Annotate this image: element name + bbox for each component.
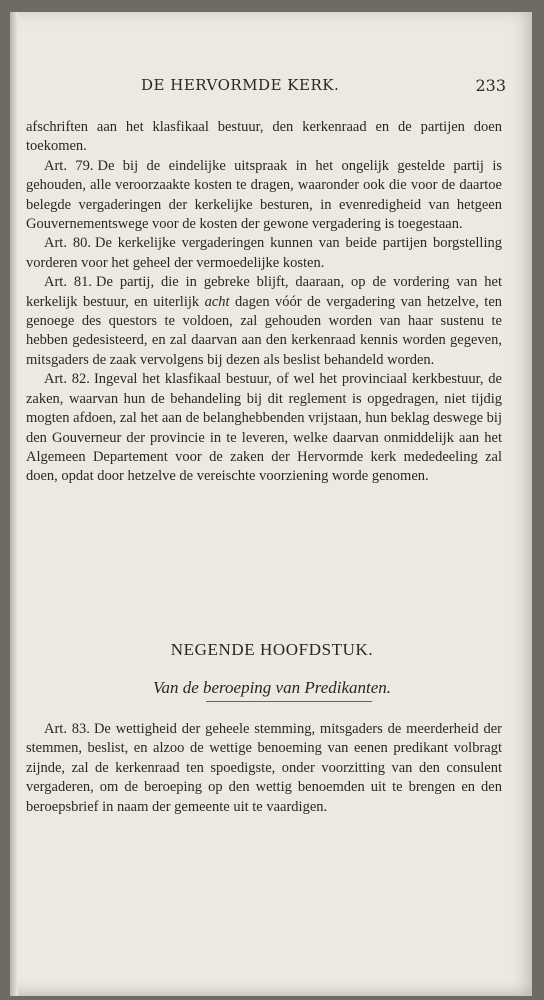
article-label: Art. 81.: [44, 274, 93, 291]
body-text-lower: [26, 720, 502, 817]
article-text: Ingeval het klasfikaal bestuur, of wel het provinciaal kerkbestuur, de zaken, waarvan hun de behandeling bij dit reglement is opgedragen, niet tijdig mogten afdoen, zal het aan de belanghebbenden vrijstaan, hun beklag deswege bij den Gouverneur der provincie in te leveren, welke daarvan onmiddelijk aan het Algemeen Departement voor de zaken der Hervormde kerk mededeeling zal doen, opdat door hetzelve de vereischte voorziening worde genomen.: [26, 371, 502, 485]
article-label: Art. 82.: [44, 371, 90, 388]
article-text: De wettigheid der geheele stemming, mitsgaders de meerderheid der stemmen, beslist, en alzoo de wettige benoeming van eenen predikant volbragt zijnde, zal de kerkenraad ten spoedigste, onder voorzitting van den consulent vergaderen, om de beroeping op den wettig benoemden uit te brengen en den beroepsbrief in naam der gemeente uit te vaardigen.: [26, 721, 502, 815]
article-text: dagen vóór de vergadering van hetzelve, ten genoege des questors te voldoen, zal gehouden worden van haar sustenu te hebben gedesisteerd, en zal daarvan aan den kerkenraad kennis worden gegeven, mitsgaders de zaak vervolgens bij dezen als beslist behandeld worden.: [26, 293, 503, 368]
emphasized-word: acht: [204, 293, 230, 310]
article-83: [26, 720, 502, 817]
chapter-heading: NEGENDE HOOFDSTUK.: [170, 640, 374, 659]
chapter-subtitle: Van de beroeping van Predikanten.: [152, 678, 392, 697]
continuation-text: afschriften aan het klasfikaal bestuur, den kerkenraad en de partijen doen toekomen.: [26, 119, 502, 155]
page-spine-shadow: [10, 12, 18, 996]
article-text: De partij, die in gebreke blijft, daaraan, op de vordering van het kerkelijk bestuur, en uiterlijk: [26, 274, 502, 310]
article-82: [26, 370, 502, 486]
article-79: [26, 157, 502, 235]
running-header: [36, 76, 506, 98]
article-label: Art. 83.: [44, 721, 90, 737]
page-number: 233: [475, 76, 506, 95]
continuation-paragraph: [26, 118, 502, 157]
article-label: Art. 80.: [44, 235, 91, 252]
article-text: De bij de eindelijke uitspraak in het ongelijk gestelde partij is gehouden, alle veroorzaakte kosten te dragen, waaronder ook die voor de daartoe belegde vergaderingen der kerkelijke besturen, in evenredigheid van hetgeen Gouvernementswege voor de kosten der gewone vergadering is toegestaan.: [26, 157, 502, 233]
article-text: De kerkelijke vergaderingen kunnen van beide partijen borgstelling vorderen voor het geheel der vermoedelijke kosten.: [26, 235, 502, 271]
body-text-upper: [26, 118, 502, 487]
article-label: Art. 79.: [44, 157, 94, 174]
article-80: [26, 234, 502, 273]
subtitle-rule: [206, 701, 372, 702]
running-title: DE HERVORMDE KERK.: [141, 76, 340, 94]
article-81: [26, 273, 502, 370]
